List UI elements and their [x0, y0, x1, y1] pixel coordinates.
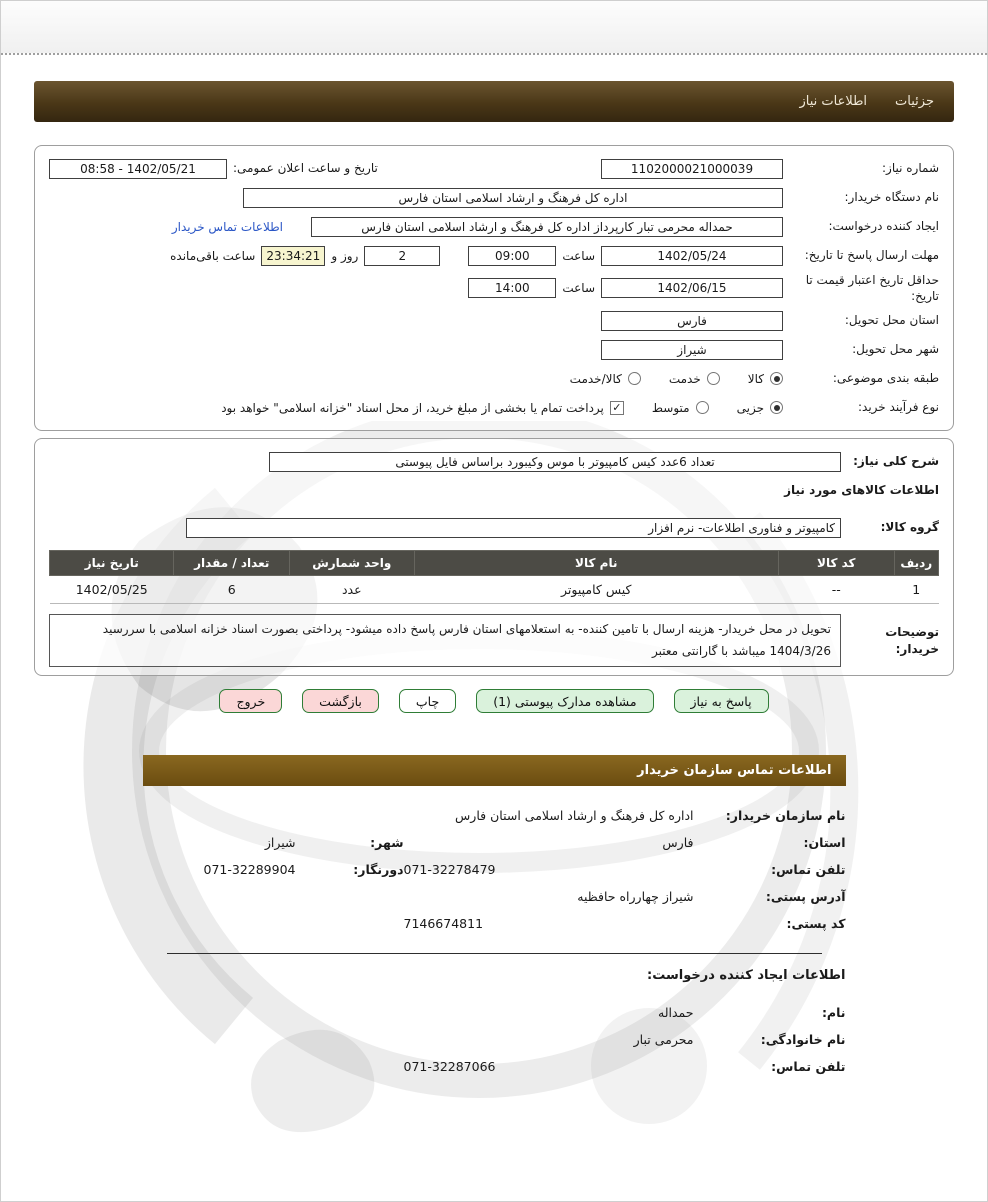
org-name-label: نام سازمان خریدار: — [725, 808, 846, 824]
radio-minor-label: جزیی — [736, 400, 764, 415]
creator-family-value: محرمی تبار — [633, 1032, 694, 1048]
action-buttons — [1, 689, 987, 713]
contact-province-value: فارس — [662, 835, 694, 851]
city-label: شهر محل تحویل: — [852, 342, 939, 357]
validity-row — [49, 270, 939, 306]
contact-address-value: شیراز چهارراه حافظیه — [577, 889, 694, 905]
col-unit: واحد شمارش — [290, 551, 414, 576]
deadline-row — [49, 241, 939, 270]
deadline-label: مهلت ارسال پاسخ تا تاریخ: — [804, 248, 939, 263]
radio-goods-service-label: کالا/خدمت — [569, 371, 622, 386]
radio-medium-label: متوسط — [651, 400, 690, 415]
days-left-field: 2 — [364, 246, 440, 266]
need-number-field: 1102000021000039 — [601, 159, 783, 179]
tab-details[interactable]: جزئیات — [895, 94, 934, 109]
creator-name-value: حمداله — [658, 1005, 694, 1021]
radio-goods-service[interactable] — [628, 372, 641, 385]
contact-address-label: آدرس پستی: — [765, 889, 846, 905]
need-number-label: شماره نیاز: — [882, 161, 939, 176]
address-row — [143, 883, 846, 910]
city-field: شیراز — [601, 340, 783, 360]
province-city-row — [143, 829, 846, 856]
need-desc-field: تعداد 6عدد کیس کامپیوتر با موس وکیبورد براساس فایل پیوستی — [269, 452, 841, 472]
top-strip — [1, 1, 987, 55]
announce-field: 1402/05/21 - 08:58 — [49, 159, 227, 179]
need-info-panel — [34, 145, 954, 431]
buyer-org-row — [49, 183, 939, 212]
items-table — [49, 550, 939, 604]
view-attachments-button[interactable]: مشاهده مدارک پیوستی (1) — [476, 689, 653, 713]
goods-group-field: کامپیوتر و فناوری اطلاعات- نرم افزار — [186, 518, 841, 538]
province-field: فارس — [601, 311, 783, 331]
radio-goods-label: کالا — [747, 371, 764, 386]
reply-to-need-button[interactable]: پاسخ به نیاز — [674, 689, 769, 713]
creator-family-row — [143, 1026, 846, 1053]
phone-fax-row — [143, 856, 846, 883]
treasury-note: پرداخت تمام یا بخشی از مبلغ خرید، از محل اسناد "خزانه اسلامی" خواهد بود — [221, 400, 604, 415]
postal-code-label: کد پستی: — [786, 916, 846, 932]
deadline-time-field: 09:00 — [468, 246, 556, 266]
classification-label: طبقه بندی موضوعی: — [832, 371, 939, 386]
days-unit-label: روز و — [331, 248, 359, 263]
province-label: استان محل تحویل: — [844, 313, 939, 328]
radio-goods[interactable] — [770, 372, 783, 385]
buyer-contact-link[interactable]: اطلاعات تماس خریدار — [171, 219, 283, 234]
announce-label: تاریخ و ساعت اعلان عمومی: — [233, 161, 378, 176]
radio-minor[interactable] — [770, 401, 783, 414]
process-type-label: نوع فرآیند خرید: — [858, 400, 939, 415]
contact-phone-label: تلفن تماس: — [771, 862, 846, 878]
table-row — [50, 576, 939, 604]
goods-group-label: گروه کالا: — [880, 520, 939, 535]
cell-need-date: 1402/05/25 — [50, 576, 174, 604]
creator-name-row — [143, 999, 846, 1026]
time-left-label: ساعت باقی‌مانده — [170, 248, 256, 263]
items-heading-row — [49, 476, 939, 505]
org-name-value: اداره کل فرهنگ و ارشاد اسلامی استان فارس — [455, 808, 694, 824]
buyer-desc-row — [49, 614, 939, 667]
time-left-field: 23:34:21 — [261, 246, 325, 266]
province-row — [49, 306, 939, 335]
creator-phone-label: تلفن تماس: — [771, 1059, 846, 1075]
creator-phone-row — [143, 1053, 846, 1080]
contact-fax-label: دورنگار: — [353, 862, 404, 878]
contact-fax-value: 071-32289904 — [203, 862, 296, 878]
need-number-row — [49, 154, 939, 183]
treasury-checkbox[interactable]: ✓ — [610, 401, 624, 415]
buyer-desc-label: توضیحات خریدار: — [885, 625, 939, 656]
col-item-name: نام کالا — [414, 551, 779, 576]
col-row-number: ردیف — [894, 551, 938, 576]
creator-label: ایجاد کننده درخواست: — [828, 219, 939, 234]
buyer-org-label: نام دستگاه خریدار: — [844, 190, 939, 205]
validity-label: حداقل تاریخ اعتبار قیمت تا تاریخ: — [805, 272, 939, 303]
need-items-panel — [34, 438, 954, 676]
org-name-row — [143, 802, 846, 829]
deadline-hour-label: ساعت — [562, 248, 595, 263]
need-desc-row — [49, 447, 939, 476]
col-item-code: کد کالا — [779, 551, 895, 576]
cell-row-number: 1 — [894, 576, 938, 604]
items-table-header-row — [50, 551, 939, 576]
tab-bar — [34, 81, 954, 122]
process-type-row — [49, 393, 939, 422]
contact-city-value: شیراز — [264, 835, 296, 851]
creator-info-section — [143, 968, 846, 1080]
radio-service-label: خدمت — [668, 371, 701, 386]
creator-row — [49, 212, 939, 241]
creator-name-label: نام: — [821, 1005, 846, 1021]
items-heading: اطلاعات کالاهای مورد نیاز — [784, 483, 939, 498]
buyer-desc-box: تحویل در محل خریدار- هزینه ارسال با تامین کننده- به استعلامهای استان فارس پاسخ داده میشود- پرداختی بصورت اسناد خزانه اسلامی با سررسید 1404/3/26 میباشد با گارانتی معتبر — [49, 614, 841, 667]
postal-code-row — [143, 910, 846, 937]
need-desc-label: شرح کلی نیاز: — [853, 454, 939, 469]
creator-info-heading: اطلاعات ایجاد کننده درخواست: — [647, 968, 846, 984]
radio-service[interactable] — [707, 372, 720, 385]
col-quantity: تعداد / مقدار — [174, 551, 290, 576]
print-button[interactable]: چاپ — [399, 689, 456, 713]
cell-quantity: 6 — [174, 576, 290, 604]
creator-family-label: نام خانوادگی: — [760, 1032, 846, 1048]
validity-hour-label: ساعت — [562, 281, 595, 295]
creator-phone-value: 071-32287066 — [403, 1059, 496, 1075]
contact-phone-value: 071-32278479 — [403, 862, 496, 878]
back-button[interactable]: بازگشت — [302, 689, 379, 713]
radio-medium[interactable] — [696, 401, 709, 414]
exit-button[interactable]: خروج — [219, 689, 282, 713]
creator-info-rows — [143, 983, 846, 1080]
creator-field: حمداله محرمی تبار کارپرداز اداره کل فرهنگ و ارشاد اسلامی استان فارس — [311, 217, 783, 237]
buyer-contact-rows — [143, 786, 846, 937]
classification-row — [49, 364, 939, 393]
cell-item-code: -- — [779, 576, 895, 604]
buyer-contact-heading: اطلاعات تماس سازمان خریدار — [143, 755, 846, 786]
col-need-date: تاریخ نیاز — [50, 551, 174, 576]
cell-unit: عدد — [290, 576, 414, 604]
tab-need-info[interactable]: اطلاعات نیاز — [799, 94, 868, 109]
buyer-org-field: اداره کل فرهنگ و ارشاد اسلامی استان فارس — [243, 188, 783, 208]
postal-code-value: 7146674811 — [403, 916, 484, 932]
contact-city-label: شهر: — [370, 835, 404, 851]
deadline-date-field: 1402/05/24 — [601, 246, 783, 266]
contact-province-label: استان: — [803, 835, 846, 851]
city-row — [49, 335, 939, 364]
goods-group-row — [49, 513, 939, 542]
cell-item-name: کیس کامپیوتر — [414, 576, 779, 604]
validity-time-field: 14:00 — [468, 278, 556, 298]
buyer-contact-section — [143, 755, 846, 937]
section-divider — [167, 953, 822, 954]
validity-date-field: 1402/06/15 — [601, 278, 783, 298]
